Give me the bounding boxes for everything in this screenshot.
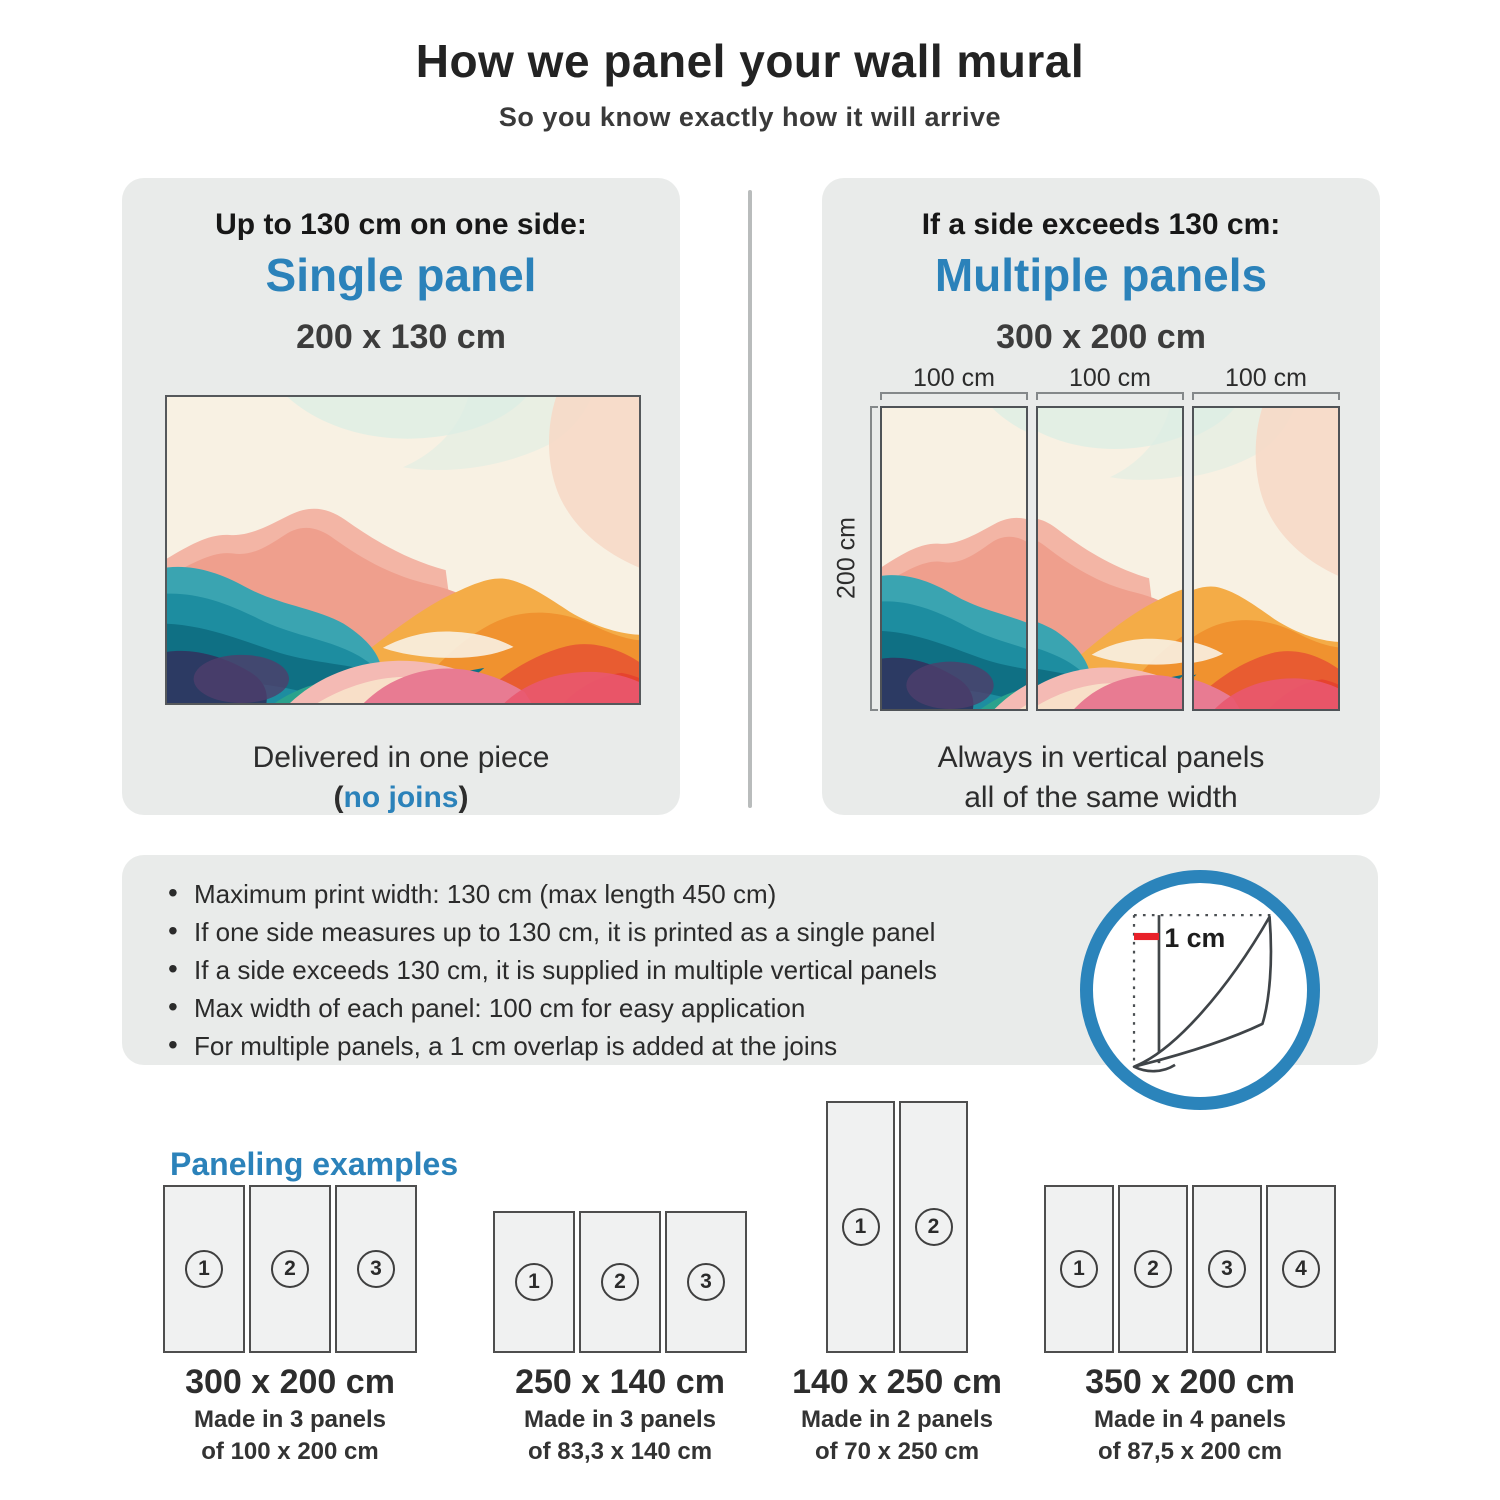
- example-panel: [1192, 1185, 1262, 1353]
- paneling-example: [1022, 1101, 1358, 1466]
- panel-width-label: 100 cm: [1069, 364, 1151, 392]
- panel-width-labels: [880, 364, 1340, 393]
- example-detail: of 83,3 x 140 cm: [527, 1438, 713, 1465]
- example-panels: [140, 1101, 440, 1353]
- no-joins-text: no joins: [343, 781, 459, 814]
- height-bracket: [870, 406, 878, 711]
- example-detail: of 70 x 250 cm: [814, 1438, 980, 1465]
- panel-number-badge: 2: [1134, 1250, 1172, 1288]
- info-bullet: • Max width of each panel: 100 cm for easy application: [168, 993, 1378, 1023]
- example-detail: Made in 4 panels: [1093, 1406, 1287, 1433]
- example-panel: [163, 1185, 245, 1353]
- panel-height-label: 200 cm: [832, 517, 861, 599]
- panel-number-badge: 3: [1208, 1250, 1246, 1288]
- example-panels: [1022, 1101, 1358, 1353]
- paren-open: (: [333, 781, 344, 814]
- page-subtitle: So you know exactly how it will arrive: [498, 102, 1002, 132]
- info-bullet: • If one side measures up to 130 cm, it is printed as a single panel: [168, 917, 1378, 947]
- multiple-title: Multiple panels: [934, 249, 1268, 301]
- mural-panel-slice: [1192, 406, 1340, 711]
- width-bracket: [880, 392, 1028, 400]
- info-bullet: • If a side exceeds 130 cm, it is supplied in multiple vertical panels: [168, 955, 1378, 985]
- example-detail: of 100 x 200 cm: [201, 1438, 379, 1465]
- width-brackets: [880, 392, 1340, 400]
- example-size: 250 x 140 cm: [515, 1363, 725, 1401]
- multiple-caption-line1: Always in vertical panels: [937, 741, 1265, 774]
- single-condition: Up to 130 cm on one side:: [215, 208, 587, 241]
- info-bullet: • Maximum print width: 130 cm (max length 450 cm): [168, 879, 1378, 909]
- multiple-caption: [822, 738, 1380, 818]
- example-panel: [1118, 1185, 1188, 1353]
- example-detail: Made in 2 panels: [800, 1406, 994, 1433]
- example-panels: [455, 1101, 785, 1353]
- width-bracket: [1036, 392, 1184, 400]
- single-size: 200 x 130 cm: [296, 318, 506, 356]
- vertical-divider: [748, 190, 752, 808]
- panel-width-label: 100 cm: [1225, 364, 1307, 392]
- watercolor-landscape: [167, 397, 639, 703]
- page-title: How we panel your wall mural: [415, 35, 1085, 87]
- watercolor-landscape: [1192, 408, 1338, 709]
- example-panel: [579, 1211, 661, 1353]
- watercolor-landscape: [882, 408, 1028, 709]
- info-bullet: • For multiple panels, a 1 cm overlap is added at the joins: [168, 1031, 1378, 1061]
- panel-number-badge: 1: [185, 1250, 223, 1288]
- panel-number-badge: 2: [601, 1263, 639, 1301]
- example-panels: [772, 1101, 1022, 1353]
- example-size: 350 x 200 cm: [1085, 1363, 1295, 1401]
- example-panel: [826, 1101, 895, 1353]
- paneling-example: [455, 1101, 785, 1466]
- multiple-panels-card: [822, 178, 1380, 815]
- mural-artwork: [882, 408, 1028, 709]
- panel-number-badge: 2: [271, 1250, 309, 1288]
- example-detail: Made in 3 panels: [193, 1406, 387, 1433]
- multiple-caption-line2: all of the same width: [964, 781, 1238, 814]
- panel-number-badge: 3: [357, 1250, 395, 1288]
- watercolor-landscape: [1036, 408, 1184, 709]
- paren-close: ): [458, 781, 469, 814]
- single-caption-line1: Delivered in one piece: [252, 741, 550, 774]
- example-panel: [1044, 1185, 1114, 1353]
- panel-number-badge: 1: [515, 1263, 553, 1301]
- example-detail: Made in 3 panels: [523, 1406, 717, 1433]
- example-size: 140 x 250 cm: [792, 1363, 1002, 1401]
- mural-artwork-slices: [880, 406, 1340, 711]
- mural-panel-slice: [1036, 406, 1184, 711]
- single-panel-card: [122, 178, 680, 815]
- overlap-label: 1 cm: [1164, 923, 1226, 954]
- panel-width-label: 100 cm: [913, 364, 995, 392]
- example-panel: [899, 1101, 968, 1353]
- overlap-peel-icon: [1080, 870, 1320, 1110]
- paneling-example: [772, 1101, 1022, 1466]
- mural-artwork: [1192, 408, 1338, 709]
- mural-artwork-single: [165, 395, 641, 705]
- example-panel: [1266, 1185, 1336, 1353]
- example-size: 300 x 200 cm: [185, 1363, 395, 1401]
- mural-panel-slice: [880, 406, 1028, 711]
- panel-number-badge: 2: [915, 1208, 953, 1246]
- example-detail: of 87,5 x 200 cm: [1097, 1438, 1283, 1465]
- example-panel: [493, 1211, 575, 1353]
- example-panel: [665, 1211, 747, 1353]
- width-bracket: [1192, 392, 1340, 400]
- multiple-size: 300 x 200 cm: [996, 318, 1206, 356]
- panel-number-badge: 1: [842, 1208, 880, 1246]
- multiple-condition: If a side exceeds 130 cm:: [921, 208, 1281, 241]
- panel-number-badge: 3: [687, 1263, 725, 1301]
- single-caption: [122, 738, 680, 818]
- example-panel: [335, 1185, 417, 1353]
- panel-number-badge: 1: [1060, 1250, 1098, 1288]
- mural-artwork: [1036, 408, 1184, 709]
- example-panel: [249, 1185, 331, 1353]
- paneling-example: [140, 1101, 440, 1466]
- examples-heading: Paneling examples: [170, 1146, 459, 1182]
- single-caption-line2: [122, 778, 680, 818]
- single-title: Single panel: [265, 249, 537, 301]
- panel-number-badge: 4: [1282, 1250, 1320, 1288]
